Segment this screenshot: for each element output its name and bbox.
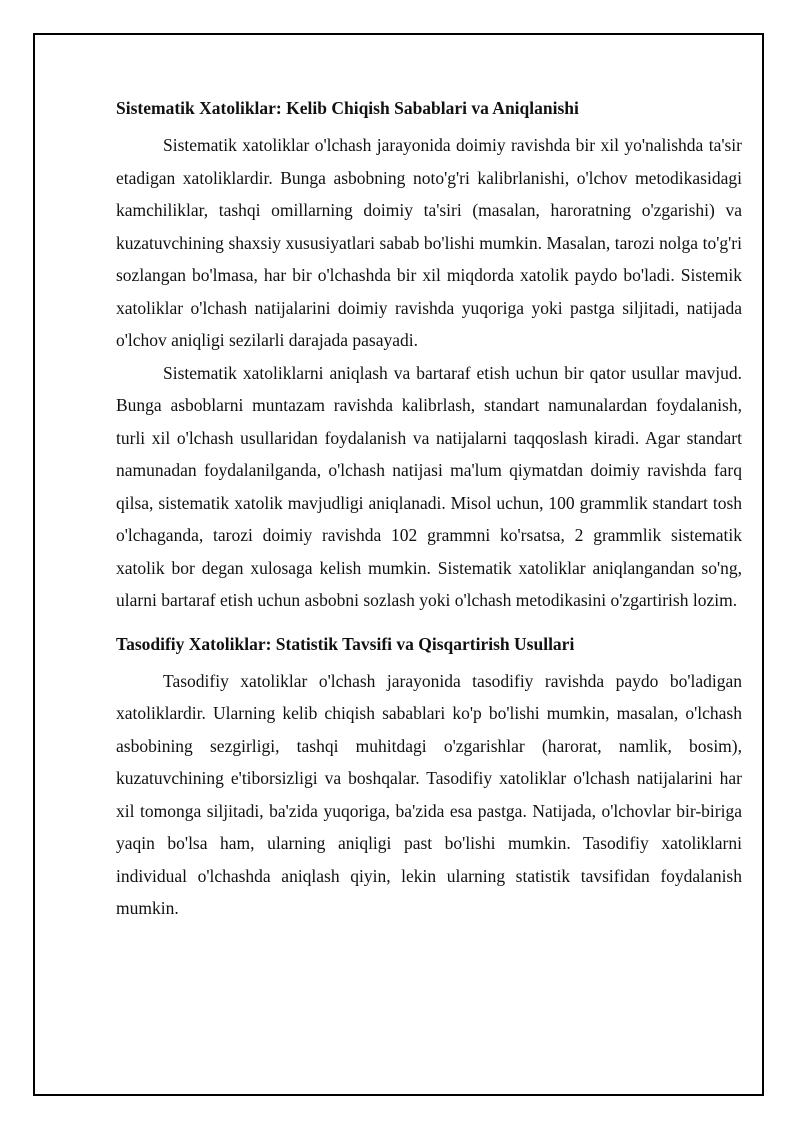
section-heading-random-errors: Tasodifiy Xatoliklar: Statistik Tavsifi va Qisqartirish Usullari [116,633,575,654]
paragraph: Tasodifiy xatoliklar o'lchash jarayonida tasodifiy ravishda paydo bo'ladigan xatoliklardir. Ularning kelib chiqish sabablari ko'p bo'lishi mumkin, masalan, o'lchash asbobining sezgirligi, tashqi muhitdagi o'zgarishlar (harorat, namlik, bosim), kuzatuvchining e'tiborsizligi va boshqalar. Tasodifiy xatoliklar o'lchash natijalarini har xil tomonga siljitadi, ba'zida yuqoriga, ba'zida esa pastga. Natijada, o'lchovlar bir-biriga yaqin bo'lsa ham, ularning aniqligi past bo'lishi mumkin. Tasodifiy xatoliklarni individual o'lchashda aniqlash qiyin, lekin ularning statistik tavsifidan foydalanish mumkin. [116,670,742,918]
paragraph: Sistematik xatoliklarni aniqlash va bartaraf etish uchun bir qator usullar mavjud. Bunga asboblarni muntazam ravishda kalibrlash, standart namunalardan foydalanish, turli xil o'lchash usullaridan foydalanish va natijalarni taqqoslash kiradi. Agar standart namunadan foydalanilganda, o'lchash natijasi ma'lum qiymatdan doimiy ravishda farq qilsa, sistematik xatolik mavjudligi aniqlanadi. Misol uchun, 100 grammlik standart tosh o'lchaganda, tarozi doimiy ravishda 102 grammni ko'rsatsa, 2 grammlik sistematik xatolik bor degan xulosaga kelish mumkin. Sistematik xatoliklar aniqlangandan so'ng, ularni bartaraf etish uchun asbobni sozlash yoki o'lchash metodikasini o'zgartirish lozim. [116,362,742,610]
document-body [116,96,742,925]
section-heading-systematic-errors: Sistematik Xatoliklar: Kelib Chiqish Sabablari va Aniqlanishi [116,98,579,118]
paragraph: Sistematik xatoliklar o'lchash jarayonida doimiy ravishda bir xil yo'nalishda ta'sir etadigan xatoliklardir. Bunga asbobning noto'g'ri kalibrlanishi, o'lchov metodikasidagi kamchiliklar, tashqi omillarning doimiy ta'siri (masalan, haroratning o'zgarishi) va kuzatuvchining shaxsiy xususiyatlari sabab bo'lishi mumkin. Masalan, tarozi nolga to'g'ri sozlangan bo'lmasa, har bir o'lchashda bir xil miqdorda xatolik paydo bo'ladi. Sistemik xatoliklar o'lchash natijalarini doimiy ravishda yuqoriga yoki pastga siljitadi, natijada o'lchov aniqligi sezilarli darajada pasayadi. [116,135,742,350]
